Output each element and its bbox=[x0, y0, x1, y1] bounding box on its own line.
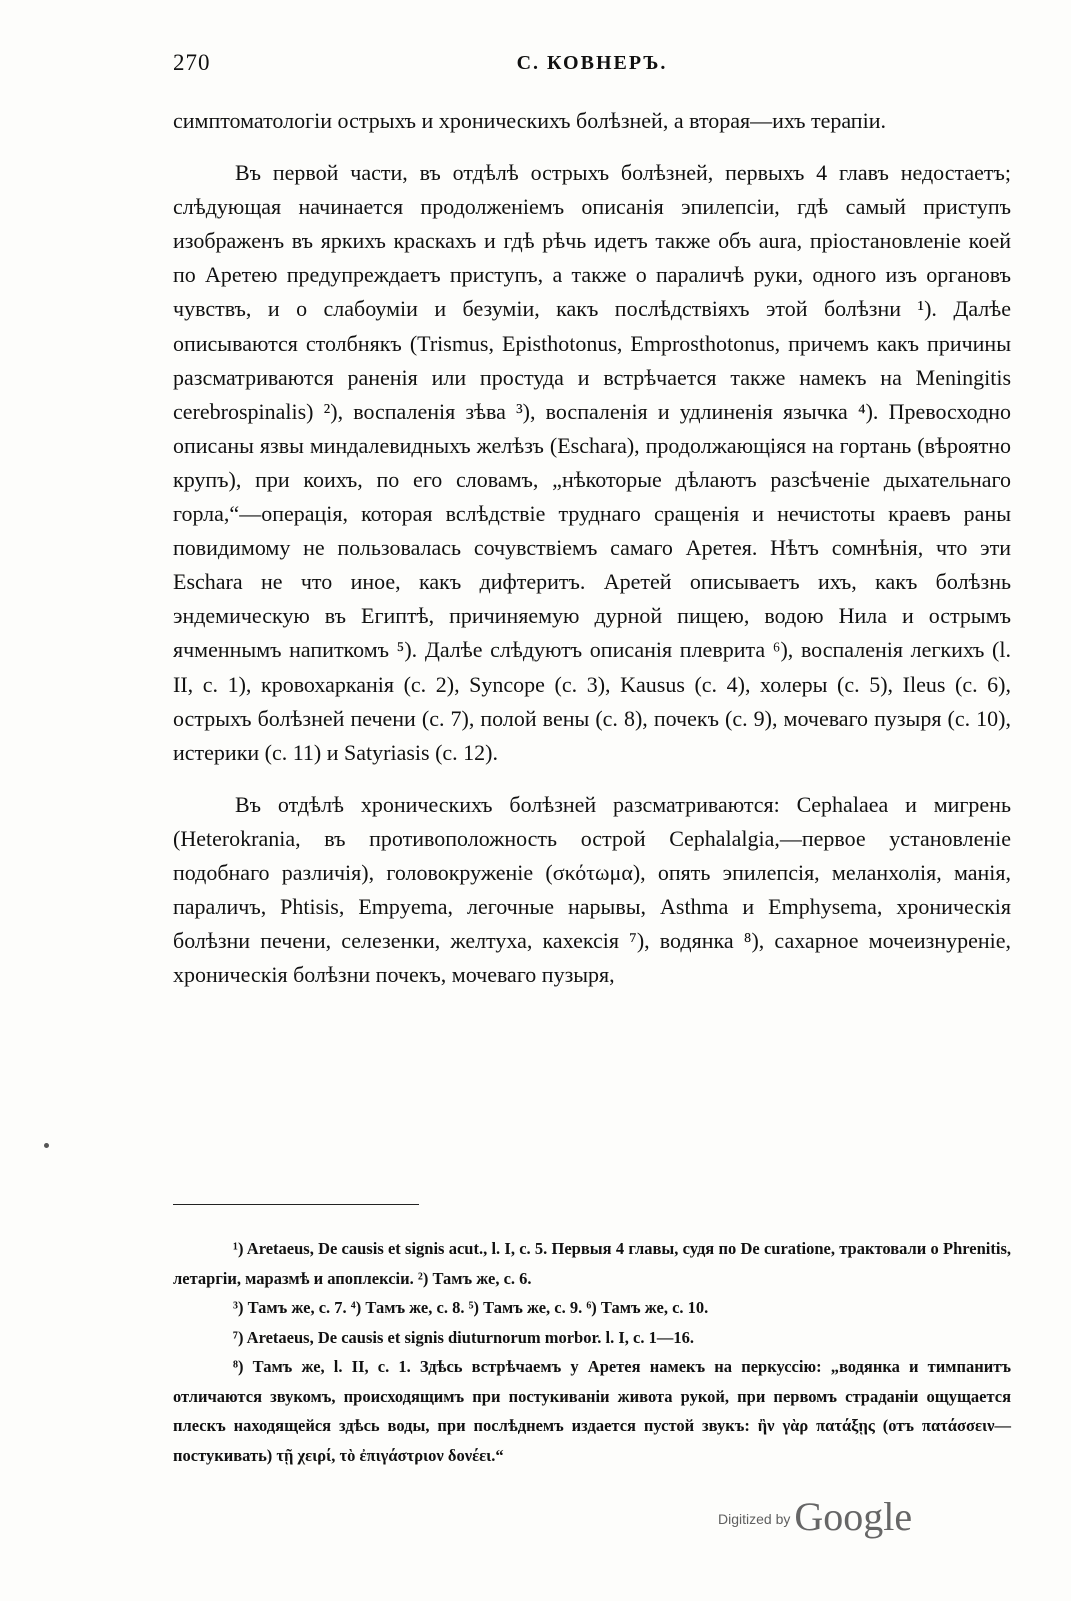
paragraph-continuation: симптоматологiи острыхъ и хроническихъ болѣзней, а вторая—ихъ терапiи. bbox=[173, 108, 886, 133]
digitized-by-watermark bbox=[718, 1493, 912, 1540]
footnote-1-2: ¹) Aretaeus, De causis et signis acut., l. I, c. 5. Первыя 4 главы, судя по De curatione, трактовали о Phrenitis, летаргiи, маразмѣ и апоплексiи. ²) Тамъ же, с. 6. bbox=[173, 1239, 1011, 1288]
running-head: С. КОВНЕРЪ. bbox=[516, 52, 668, 74]
google-logo: Google bbox=[794, 1494, 913, 1539]
watermark-prefix: Digitized by bbox=[718, 1511, 791, 1527]
footnote-8: ⁸) Тамъ же, l. II, с. 1. Здѣсь встрѣчаемъ у Аретея намекъ на перкуссiю: „водянка и тимпанитъ отличаются звукомъ, происходящимъ при постукиванiи живота рукой, при первомъ страданiи ощущается плескъ находящейся здѣсь воды, при послѣднемъ издается пустой звукъ: ἢν γὰρ πατάξῃς (отъ πατάσσειν—постукивать) τῇ χειρί, τὸ ἐπιγάστριον δονέει.“ bbox=[173, 1357, 1011, 1465]
footnotes bbox=[173, 1234, 1011, 1470]
footnote-divider bbox=[173, 1204, 419, 1205]
paragraph-acute-diseases: Въ первой части, въ отдѣлѣ острыхъ болѣзней, первыхъ 4 главъ недостаетъ; слѣдующая начинается продолженiемъ описанiя эпилепсiи, гдѣ самый приступъ изображенъ въ яркихъ краскахъ и гдѣ рѣчь идетъ также объ aura, прiостановленiе коей по Аретею предупреждаетъ приступъ, а также о параличѣ руки, одного изъ органовъ чувствъ, и о слабоумiи и безумiи, какъ послѣдствiяхъ этой болѣзни ¹). Далѣе описываются столбнякъ (Trismus, Episthotonus, Emprosthotonus, причемъ какъ причины разсматриваются раненiя или простуда и встрѣчается также намекъ на Meningitis cerebrospinalis) ²), воспаленiя зѣва ³), воспаленiя и удлиненiя язычка ⁴). Превосходно описаны язвы миндалевидныхъ желѣзъ (Eschara), продолжающiяся на гортань (вѣроятно крупъ), при коихъ, по его словамъ, „нѣкоторые дѣлаютъ разсѣченiе дыхательнаго горла,“—операцiя, которая вслѣдствiе труднаго сращенiя и нечистоты краевъ раны повидимому не пользовалась сочувствiемъ самаго Аретея. Нѣтъ сомнѣнiя, что эти Eschara не что иное, какъ дифтеритъ. Аретей описываетъ ихъ, какъ болѣзнь эндемическую въ Египтѣ, причиняемую дурной пищею, водою Нила и острымъ ячменнымъ напиткомъ ⁵). Далѣе слѣдуютъ описанiя плеврита ⁶), воспаленiя легкихъ (l. II, с. 1), кровохарканiя (с. 2), Syncope (с. 3), Kausus (с. 4), холеры (с. 5), Ileus (с. 6), острыхъ болѣзней печени (с. 7), полой вены (с. 8), почекъ (с. 9), мочеваго пузыря (с. 10), истерики (с. 11) и Satyriasis (с. 12). bbox=[173, 160, 1011, 765]
paragraph-chronic-diseases: Въ отдѣлѣ хроническихъ болѣзней разсматриваются: Cephalaea и мигрень (Heterokrania, въ противоположность острой Cephalalgia,—первое установленiе подобнаго различiя), головокруженiе (σκότωμα), опять эпилепсiя, меланхолiя, манiя, параличъ, Phtisis, Empyema, легочные нарывы, Asthma и Emphysema, хроническiя болѣзни печени, селезенки, желтуха, кахексiя ⁷), водянка ⁸), сахарное мочеизнуренiе, хроническiя болѣзни почекъ, мочеваго пузыря, bbox=[173, 791, 1011, 988]
page-number: 270 bbox=[173, 50, 211, 75]
main-text bbox=[173, 104, 1011, 992]
footnote-7: ⁷) Aretaeus, De causis et signis diuturnorum morbor. l. I, c. 1—16. bbox=[233, 1327, 694, 1347]
page-header bbox=[173, 50, 1011, 82]
scan-speck bbox=[44, 1143, 49, 1148]
footnote-3-6: ³) Тамъ же, с. 7. ⁴) Тамъ же, с. 8. ⁵) Тамъ же, с. 9. ⁶) Тамъ же, с. 10. bbox=[233, 1298, 709, 1317]
